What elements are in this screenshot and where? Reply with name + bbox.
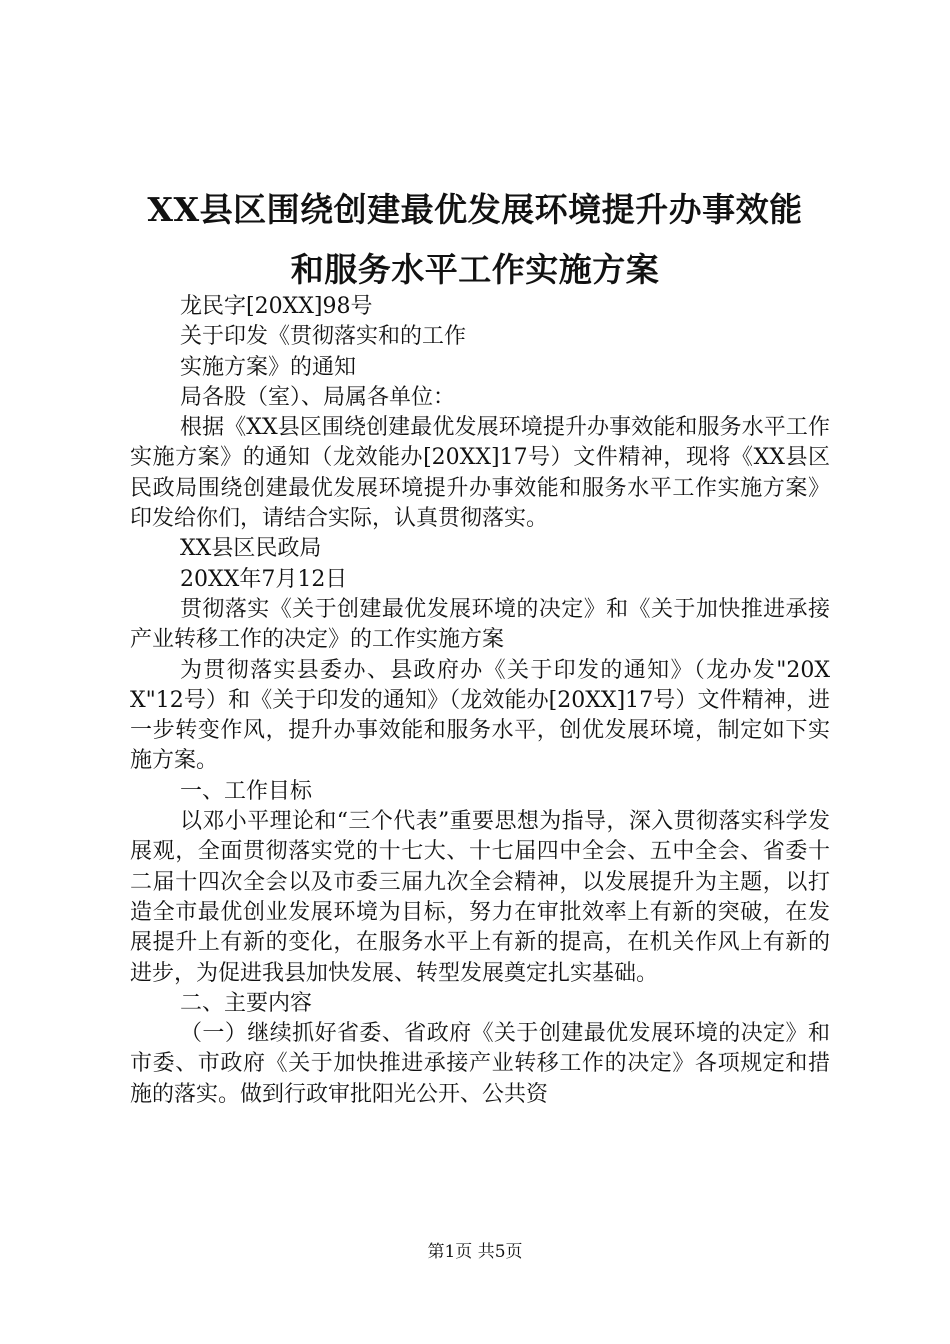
- notice-title-line-2: 实施方案》的通知: [180, 354, 357, 380]
- section-heading-content: 二、主要内容: [180, 990, 313, 1016]
- document-number: 龙民字[20XX]98号: [180, 294, 373, 319]
- section-heading-goals: 一、工作目标: [180, 778, 313, 804]
- paragraph-intro: 为贯彻落实县委办、县政府办《关于印发的通知》（龙办发"20XX"12号）和《关于印发的通知》（龙效能办[20XX]17号）文件精神，进一步转变作风，提升办事效能和服务水平，创优发展环境，制定如下实施方案。: [130, 657, 830, 774]
- document-title-line-1: XX县区围绕创建最优发展环境提升办事效能: [147, 190, 803, 229]
- issuer: XX县区民政局: [180, 536, 322, 562]
- recipients: 局各股（室）、局属各单位：: [180, 384, 456, 410]
- page-indicator: 第1页 共5页: [427, 1242, 523, 1262]
- paragraph-content-1: （一）继续抓好省委、省政府《关于创建最优发展环境的决定》和市委、市政府《关于加快推进承接产业转移工作的决定》各项规定和措施的落实。做到行政审批阳光公开、公共资: [130, 1021, 830, 1107]
- document-body: [130, 292, 830, 1110]
- paragraph-basis: 根据《XX县区围绕创建最优发展环境提升办事效能和服务水平工作实施方案》的通知（龙效能办[20XX]17号）文件精神，现将《XX县区民政局围绕创建最优发展环境提升办事效能和服务水平工作实施方案》印发给你们，请结合实际，认真贯彻落实。: [130, 415, 830, 532]
- issue-date: 20XX年7月12日: [180, 566, 348, 592]
- paragraph-goals: 以邓小平理论和“三个代表”重要思想为指导，深入贯彻落实科学发展观，全面贯彻落实党的十七大、十七届四中全会、五中全会、省委十二届十四次全会以及市委三届九次全会精神，以发展提升为主题，以打造全市最优创业发展环境为目标，努力在审批效率上有新的突破，在发展提升上有新的变化，在服务水平上有新的提高，在机关作风上有新的进步，为促进我县加快发展、转型发展奠定扎实基础。: [130, 809, 830, 986]
- plan-title: 贯彻落实《关于创建最优发展环境的决定》和《关于加快推进承接产业转移工作的决定》的工作实施方案: [130, 596, 830, 653]
- notice-title-line-1: 关于印发《贯彻落实和的工作: [180, 324, 467, 350]
- document-title-line-2: 和服务水平工作实施方案: [290, 250, 660, 289]
